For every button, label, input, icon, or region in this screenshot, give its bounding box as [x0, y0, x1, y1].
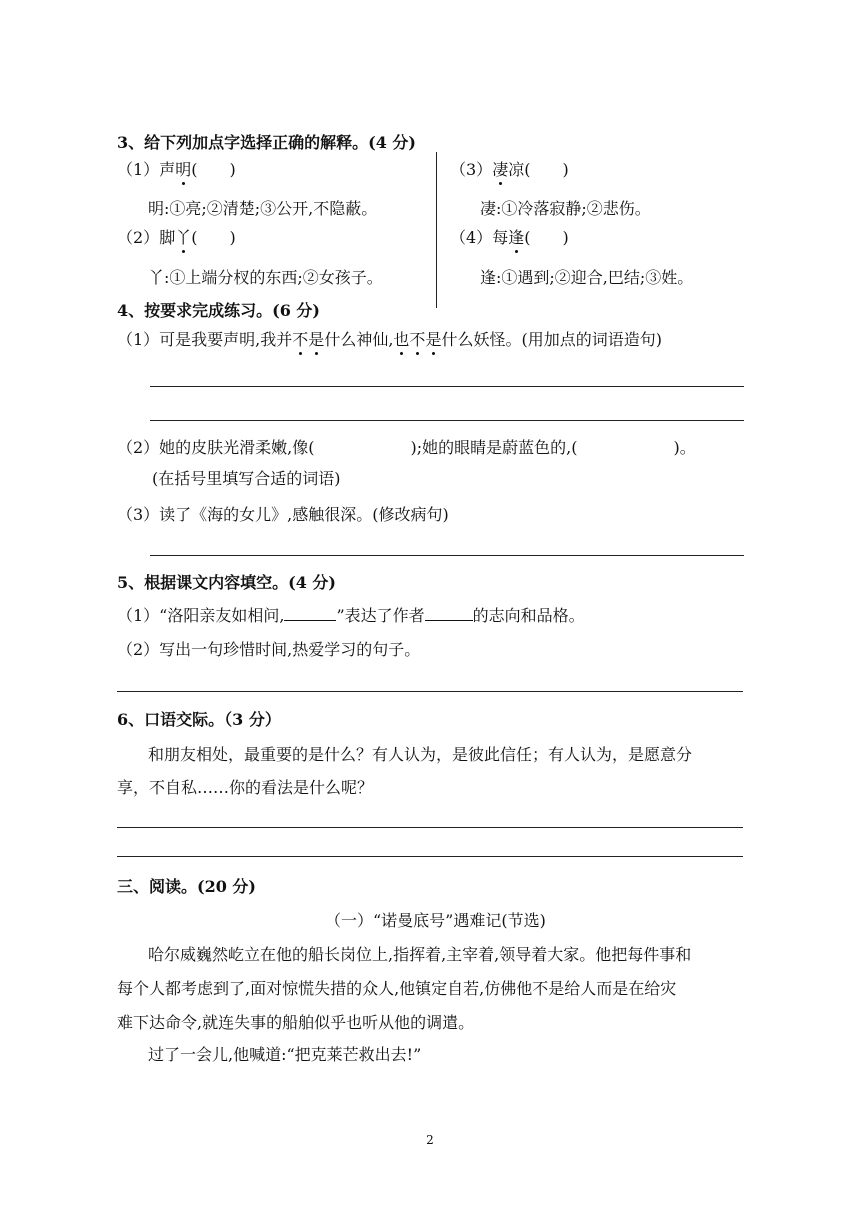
- sentence-text: 的志向和品格。: [472, 606, 585, 625]
- sentence-text: （1）“洛阳亲友如相问,: [117, 606, 285, 625]
- answer-line[interactable]: [117, 856, 743, 857]
- item-char: 每: [492, 228, 509, 247]
- passage-line: 哈尔威巍然屹立在他的船长岗位上,指挥着,主宰着,领导着大家。他把每件事和: [148, 945, 692, 964]
- q3-item-2: [117, 228, 236, 248]
- q4-sentence-2-note: (在括号里填写合适的词语): [152, 469, 341, 488]
- q6-title: 6、口语交际。（3 分）: [117, 710, 281, 729]
- dotted-char: 凄: [492, 160, 509, 179]
- q3-item-4: [450, 228, 569, 248]
- reading-title: 三、阅读。(20 分): [117, 877, 256, 896]
- item-number: （1）: [117, 160, 160, 179]
- sentence-text: );她的眼睛是蔚蓝色的,(: [410, 438, 578, 457]
- passage-line: 难下达命令,就连失事的船舶似乎也听从他的调遣。: [117, 1013, 475, 1032]
- sentence-text: 什么妖怪。(用加点的词语造句): [441, 330, 662, 349]
- q3-item-1-explanation: 明:①亮;②清楚;③公开,不隐蔽。: [148, 199, 378, 218]
- dotted-char: 是: [308, 330, 325, 349]
- answer-line[interactable]: [150, 555, 744, 556]
- answer-paren[interactable]: ( ): [191, 160, 236, 179]
- dotted-char: 明: [175, 160, 192, 179]
- answer-line[interactable]: [117, 691, 743, 692]
- dotted-char: 也: [393, 330, 410, 349]
- fill-blank[interactable]: [284, 606, 336, 621]
- sentence-text: )。: [673, 438, 696, 457]
- answer-line[interactable]: [150, 386, 744, 387]
- item-char: 凉: [508, 160, 525, 179]
- fill-blank[interactable]: [425, 606, 473, 621]
- reading-subtitle: （一）“诺曼底号”遇难记(节选): [325, 911, 546, 930]
- answer-line[interactable]: [117, 827, 743, 828]
- answer-paren[interactable]: ( ): [191, 228, 236, 247]
- item-number: （4）: [450, 228, 493, 247]
- q4-sentence-1: [117, 330, 662, 350]
- q3-item-2-explanation: 丫:①上端分杈的东西;②女孩子。: [148, 268, 383, 287]
- q4-sentence-3: （3）读了《海的女儿》,感触很深。(修改病句): [117, 505, 449, 524]
- q3-item-3: [450, 160, 569, 180]
- column-divider: [436, 152, 437, 308]
- item-number: （3）: [450, 160, 493, 179]
- dotted-char: 逢: [508, 228, 525, 247]
- sentence-text: 什么神仙,: [324, 330, 394, 349]
- q3-item-3-explanation: 凄:①冷落寂静;②悲伤。: [480, 199, 651, 218]
- q6-text-line-2: 享，不自私……你的看法是什么呢？: [117, 778, 374, 797]
- item-number: （2）: [117, 228, 160, 247]
- q6-text-line-1: 和朋友相处，最重要的是什么？有人认为，是彼此信任；有人认为，是愿意分: [148, 745, 693, 764]
- sentence-text: （2）她的皮肤光滑柔嫩,像(: [117, 438, 315, 457]
- dotted-char: 不: [409, 330, 426, 349]
- dotted-char: 丫: [175, 228, 192, 247]
- sentence-text: ”表达了作者: [336, 606, 425, 625]
- passage-line: 过了一会儿,他喊道:“把克莱芒救出去!”: [148, 1045, 422, 1064]
- item-char: 脚: [159, 228, 176, 247]
- q4-title: 4、按要求完成练习。(6 分): [117, 301, 320, 320]
- q3-item-1: [117, 160, 236, 180]
- q4-sentence-2: [117, 438, 696, 458]
- dotted-char: 不: [292, 330, 309, 349]
- q5-sentence-1: [117, 606, 585, 626]
- passage-line: 每个人都考虑到了,面对惊慌失措的众人,他镇定自若,仿佛他不是给人而是在给灾: [117, 979, 677, 998]
- q3-title: 3、给下列加点字选择正确的解释。(4 分): [117, 133, 416, 152]
- sentence-text: （1）可是我要声明,我并: [117, 330, 293, 349]
- answer-line[interactable]: [150, 420, 744, 421]
- dotted-char: 是: [425, 330, 442, 349]
- page-number: 2: [426, 1133, 434, 1147]
- answer-paren[interactable]: ( ): [524, 160, 569, 179]
- item-char: 声: [159, 160, 176, 179]
- q5-sentence-2: （2）写出一句珍惜时间,热爱学习的句子。: [117, 640, 421, 659]
- q3-item-4-explanation: 逢:①遇到;②迎合,巴结;③姓。: [480, 268, 694, 287]
- q5-title: 5、根据课文内容填空。(4 分): [117, 573, 336, 592]
- answer-paren[interactable]: ( ): [524, 228, 569, 247]
